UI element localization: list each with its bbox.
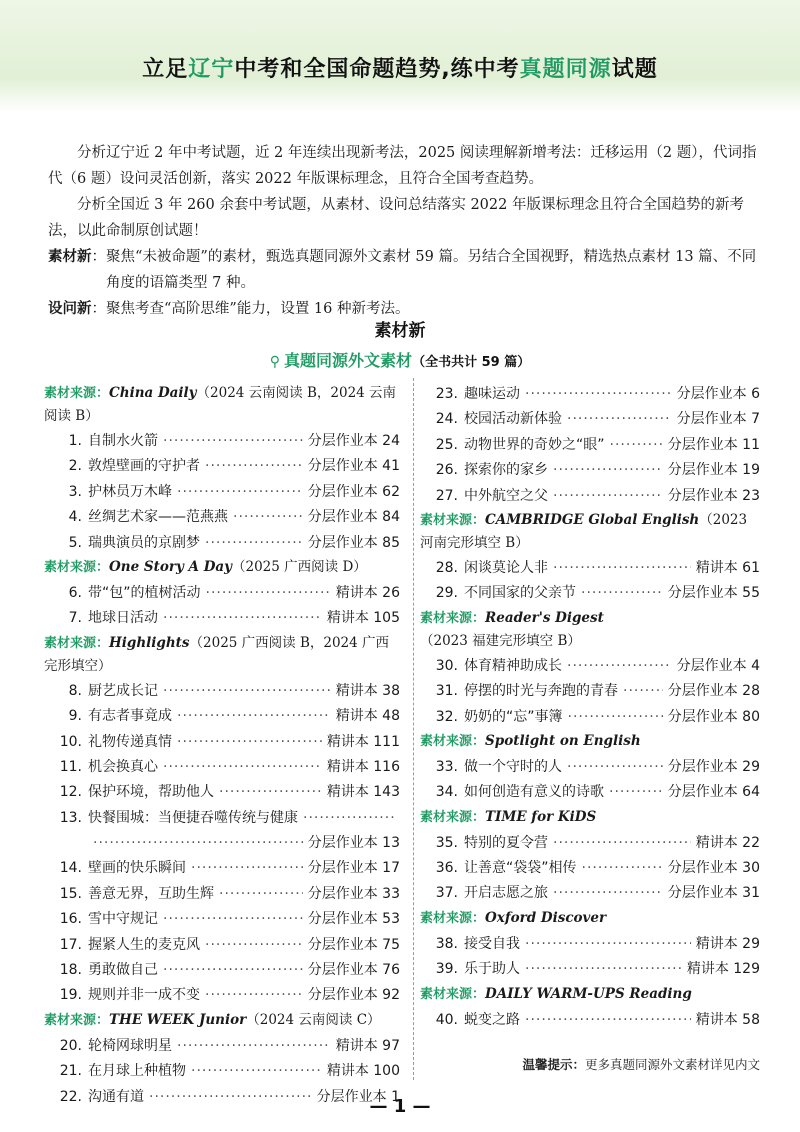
entry-number: 7. [68,610,82,627]
entry-page: 精讲本 61 [695,559,760,576]
entry-page: 分层作业本 84 [307,509,400,526]
entry-number: 24. [435,411,458,428]
toc-entry [420,856,760,881]
tip-text: 更多真题同源外文素材详见内文 [584,1057,760,1072]
toc-entry [420,433,760,458]
intro-section [48,140,760,322]
leader-dots [525,382,672,407]
entry-page: 分层作业本 85 [307,534,400,551]
leader-dots [610,433,663,458]
leader-dots [191,856,303,881]
leader-dots [553,556,691,581]
material-new-paragraph [48,244,760,296]
toc-entry [44,933,400,958]
entry-number: 6. [68,584,82,601]
entry-page: 精讲本 38 [335,682,400,699]
entry-number: 34. [435,784,458,801]
entry-page: 精讲本 100 [326,1063,400,1080]
leader-dots [163,958,303,983]
material-new-text: ：聚焦“未被命题”的素材，甄选真题同源外文素材 59 篇。另结合全国视野，精选热点素材 13 篇、不同角度的语篇类型 7 种。 [91,249,757,291]
toc-entry [44,1059,400,1084]
entry-title: 握紧人生的麦克风 [88,936,200,953]
entry-page: 分层作业本 30 [667,860,760,877]
toc-entry [420,484,760,509]
source-label: 素材来源： [44,635,110,651]
sub-title-main: 真题同源外文素材 [284,351,413,370]
entry-page: 分层作业本 11 [667,436,760,453]
headline-text: 立足 [142,57,189,82]
page-headline [0,52,800,83]
entry-number: 31. [435,683,458,700]
entry-number: 16. [59,911,82,928]
toc-entry [420,780,760,805]
entry-page: 精讲本 29 [695,935,760,952]
entry-title: 让善意“袋袋”相传 [464,860,577,877]
entry-title: 敦煌壁画的守护者 [88,458,200,475]
material-new-label: 素材新 [48,248,92,265]
entry-title: 地球日活动 [88,610,158,627]
toc-entry [44,679,400,704]
entry-page: 精讲本 116 [326,758,400,775]
entry-number: 4. [68,509,82,526]
location-pin-icon: ⚲ [269,354,281,370]
entry-title: 有志者事竟成 [88,708,172,725]
entry-page: 分层作业本 92 [307,987,400,1004]
entry-number: 18. [59,962,82,979]
entry-page: 分层作业本 64 [667,784,760,801]
entry-title: 丝绸艺术家——范燕燕 [88,509,228,526]
entry-title: 雪中守规记 [88,911,158,928]
source-detail: （2025 广西阅读 D） [232,558,367,575]
entry-number: 12. [59,784,82,801]
source-name: THE WEEK Junior [109,1011,247,1028]
leader-dots [205,933,303,958]
toc-entry [44,454,400,479]
source-line [44,632,400,677]
entry-title: 如何创造有意义的诗歌 [464,784,604,801]
leader-dots [623,679,663,704]
toc-entry [44,806,400,831]
leader-dots [177,480,303,505]
source-name: Highlights [109,634,190,651]
leader-dots [525,932,691,957]
leader-dots [553,881,663,906]
leader-dots [567,407,672,432]
entry-page: 分层作业本 23 [667,487,760,504]
source-detail: （2024 云南阅读 B，2024 云南阅读 B） [44,385,397,424]
leader-dots [205,983,303,1008]
toc-entry [420,755,760,780]
entry-number: 1. [68,433,82,449]
entry-page: 精讲本 143 [326,784,400,801]
entry-title: 在月球上种植物 [88,1063,186,1080]
toc-entry [44,429,400,454]
toc-entry [420,957,760,982]
toc-entry [420,1008,760,1033]
entry-number: 30. [435,657,458,674]
entry-page: 分层作业本 62 [307,483,400,500]
entry-title: 勇敢做自己 [88,962,158,979]
entry-number: 10. [59,733,82,750]
toc-entry [44,907,400,932]
entry-page: 分层作业本 6 [676,386,760,402]
toc-entry [420,831,760,856]
headline-highlight: 真题同源 [519,57,612,82]
toc-entry [44,983,400,1008]
entry-number: 8. [68,682,82,699]
toc-entry [420,407,760,432]
toc-entry [420,654,760,679]
sub-title-note: （全书共计 59 篇） [412,355,531,370]
toc-entry [44,958,400,983]
source-line [44,1009,400,1032]
entry-number: 19. [59,987,82,1004]
toc-left-column [44,382,400,1110]
source-label: 素材来源： [420,910,486,926]
leader-dots [177,704,331,729]
entry-title: 壁画的快乐瞬间 [88,860,186,877]
toc-entry [44,505,400,530]
entry-page: 分层作业本 55 [667,585,760,602]
entry-number: 23. [435,386,458,402]
entry-number: 25. [435,436,458,453]
leader-dots [568,705,663,730]
leader-dots [233,505,303,530]
source-detail: （2024 云南阅读 C） [246,1011,381,1028]
source-label: 素材来源： [44,386,110,401]
entry-number: 5. [68,534,82,551]
source-line [420,730,760,753]
toc-entry [44,531,400,556]
entry-title: 中外航空之父 [464,487,548,504]
page-number: — 1 — [369,1096,431,1117]
toc-entry [420,679,760,704]
entry-number: 38. [435,935,458,952]
source-detail: （2023 福建完形填空 B） [420,632,581,649]
entry-title: 瑞典演员的京剧梦 [88,534,200,551]
source-label: 素材来源： [420,512,486,528]
leader-dots [567,755,663,780]
entry-title: 带“包”的植树活动 [88,584,201,601]
source-name: Reader's Digest [485,609,604,626]
entry-page: 分层作业本 76 [307,962,400,979]
entry-title: 规则并非一成不变 [88,987,200,1004]
source-name: DAILY WARM-UPS Reading [485,985,692,1002]
entry-page: 分层作业本 19 [667,462,760,479]
toc-entry [44,730,400,755]
entry-number: 3. [68,483,82,500]
entry-title: 校园活动新体验 [464,411,562,428]
toc-entry [420,581,760,606]
source-label: 素材来源： [44,559,110,575]
entry-page: 分层作业本 31 [667,885,760,902]
entry-page: 分层作业本 28 [667,683,760,700]
toc-entry [420,705,760,730]
source-detail: （2023 河南完形填空 B） [420,511,748,551]
entry-number: 9. [68,708,82,725]
toc-entry [420,382,760,407]
toc-entry [44,704,400,729]
entry-page: 精讲本 111 [326,733,400,750]
leader-dots [609,780,663,805]
toc-right-column [420,382,760,1033]
leader-dots [303,806,395,831]
entry-page: 分层作业本 53 [307,911,400,928]
toc-entry-continuation [44,831,400,856]
entry-title: 快餐围城：当便捷吞噬传统与健康 [88,809,298,826]
entry-title: 护林员万木峰 [88,483,172,500]
source-line [44,382,400,427]
toc-entry [44,581,400,606]
entry-page: 精讲本 26 [335,584,400,601]
column-divider [413,378,415,1080]
entry-title: 奶奶的“忘”事簿 [464,708,563,725]
entry-number: 15. [59,885,82,902]
leader-dots [525,957,682,982]
toc-entry [44,780,400,805]
entry-title: 停摆的时光与奔跑的青春 [464,683,618,700]
entry-number: 37. [435,885,458,902]
entry-page: 分层作业本 29 [667,758,760,775]
toc-entry [420,881,760,906]
entry-page: 分层作业本 24 [307,433,400,449]
entry-number: 14. [59,860,82,877]
entry-number: 22. [59,1088,82,1105]
entry-number: 11. [59,758,82,775]
leader-dots [553,458,663,483]
entry-title: 接受自我 [464,935,520,952]
leader-dots [582,856,663,881]
sub-title [0,348,800,371]
leader-dots [553,484,663,509]
entry-page: 分层作业本 1 [316,1088,400,1105]
entry-number: 32. [435,708,458,725]
leader-dots [205,454,303,479]
entry-number: 2. [68,458,82,475]
leader-dots [206,581,331,606]
leader-dots [525,1008,691,1033]
entry-page: 分层作业本 4 [676,657,760,674]
question-new-text: ：聚焦考查“高阶思维”能力，设置 16 种新考法。 [91,301,410,317]
toc-entry [420,458,760,483]
entry-title: 动物世界的奇妙之“眼” [464,436,605,453]
entry-title: 体育精神助成长 [464,657,562,674]
source-line [420,607,760,652]
entry-title: 开启志愿之旅 [464,885,548,902]
source-label: 素材来源： [420,986,486,1002]
entry-number: 35. [435,834,458,851]
entry-page: 精讲本 22 [695,834,760,851]
leader-dots [581,581,663,606]
toc-entry [44,856,400,881]
source-name: One Story A Day [109,558,232,575]
entry-number: 20. [59,1037,82,1054]
leader-dots [163,755,322,780]
source-name: CAMBRIDGE Global English [485,511,700,528]
entry-page: 分层作业本 17 [307,860,400,877]
entry-page: 分层作业本 33 [307,885,400,902]
intro-paragraph-1: 分析辽宁近 2 年中考试题，近 2 年连续出现新考法，2025 阅读理解新增考法：迁移运用（2 题），代词指代（6 题）设问灵活创新，落实 2022 年版课标理念，且符合全国考查趋势。 [48,145,757,187]
toc-entry [44,480,400,505]
source-label: 素材来源： [420,610,486,626]
source-line [420,509,760,554]
headline-text: 试题 [611,57,658,82]
headline-highlight: 辽宁 [188,57,235,82]
entry-title: 厨艺成长记 [88,682,158,699]
entry-number: 13. [59,809,82,826]
entry-number: 40. [435,1011,458,1028]
source-name: Spotlight on English [485,732,641,749]
entry-page: 精讲本 129 [686,961,760,978]
leader-dots [191,1059,322,1084]
entry-page: 精讲本 48 [335,708,400,725]
leader-dots [163,679,331,704]
source-line [420,806,760,829]
leader-dots [219,780,322,805]
source-name: China Daily [109,385,197,401]
entry-number: 33. [435,758,458,775]
headline-text: 中考和全国命题趋势,练中考 [234,57,520,82]
entry-title: 乐于助人 [464,961,520,978]
entry-title: 自制水火箭 [88,433,158,449]
source-label: 素材来源： [44,1012,110,1028]
entry-title: 沟通有道 [88,1088,144,1105]
entry-page: 精讲本 97 [335,1037,400,1054]
entry-title: 礼物传递真情 [88,733,172,750]
entry-page: 精讲本 105 [326,610,400,627]
source-line [420,907,760,930]
intro-paragraph-2: 分析全国近 3 年 260 余套中考试题，从素材、设问总结落实 2022 年版课标理念且符合全国趋势的新考法，以此命制原创试题！ [48,197,744,239]
entry-page: 分层作业本 75 [307,936,400,953]
leader-dots [163,907,303,932]
leader-dots [163,606,322,631]
entry-title: 保护环境，帮助他人 [88,784,214,801]
entry-page: 分层作业本 13 [307,835,400,852]
source-label: 素材来源： [420,733,486,749]
entry-page: 精讲本 58 [695,1011,760,1028]
toc-entry [420,556,760,581]
leader-dots [553,831,691,856]
entry-number: 28. [435,559,458,576]
toc-entry [44,755,400,780]
leader-dots [93,831,303,856]
entry-number: 26. [435,462,458,479]
leader-dots [163,429,303,454]
entry-number: 17. [59,936,82,953]
entry-page: 分层作业本 7 [676,411,760,428]
entry-title: 机会换真心 [88,758,158,775]
entry-number: 21. [59,1063,82,1080]
source-line [420,983,760,1006]
entry-title: 善意无界，互助生辉 [88,885,214,902]
tip-label: 温馨提示： [522,1057,585,1072]
source-label: 素材来源： [420,809,486,825]
toc-entry [44,1034,400,1059]
source-line [44,556,400,579]
entry-title: 蜕变之路 [464,1011,520,1028]
entry-title: 做一个守时的人 [464,758,562,775]
entry-title: 闲谈莫论人非 [464,559,548,576]
toc-entry [44,882,400,907]
toc-entry [420,932,760,957]
leader-dots [177,730,322,755]
entry-page: 分层作业本 41 [307,458,400,475]
source-name: TIME for KiDS [485,808,597,825]
leader-dots [219,882,303,907]
entry-page: 分层作业本 80 [667,708,760,725]
leader-dots [205,531,303,556]
entry-title: 特别的夏令营 [464,834,548,851]
toc-entry [44,606,400,631]
entry-number: 29. [435,585,458,602]
entry-number: 36. [435,860,458,877]
leader-dots [177,1034,331,1059]
entry-title: 轮椅网球明星 [88,1037,172,1054]
entry-title: 探索你的家乡 [464,462,548,479]
entry-title: 趣味运动 [464,386,520,402]
entry-title: 不同国家的父亲节 [464,585,576,602]
source-name: Oxford Discover [485,909,607,926]
question-new-label: 设问新 [48,300,92,317]
leader-dots [567,654,672,679]
section-title: 素材新 [374,321,426,341]
entry-number: 27. [435,487,458,504]
source-detail: （2025 广西阅读 B，2024 广西完形填空） [44,634,390,674]
entry-number: 39. [435,961,458,978]
tip-note [470,1055,760,1073]
